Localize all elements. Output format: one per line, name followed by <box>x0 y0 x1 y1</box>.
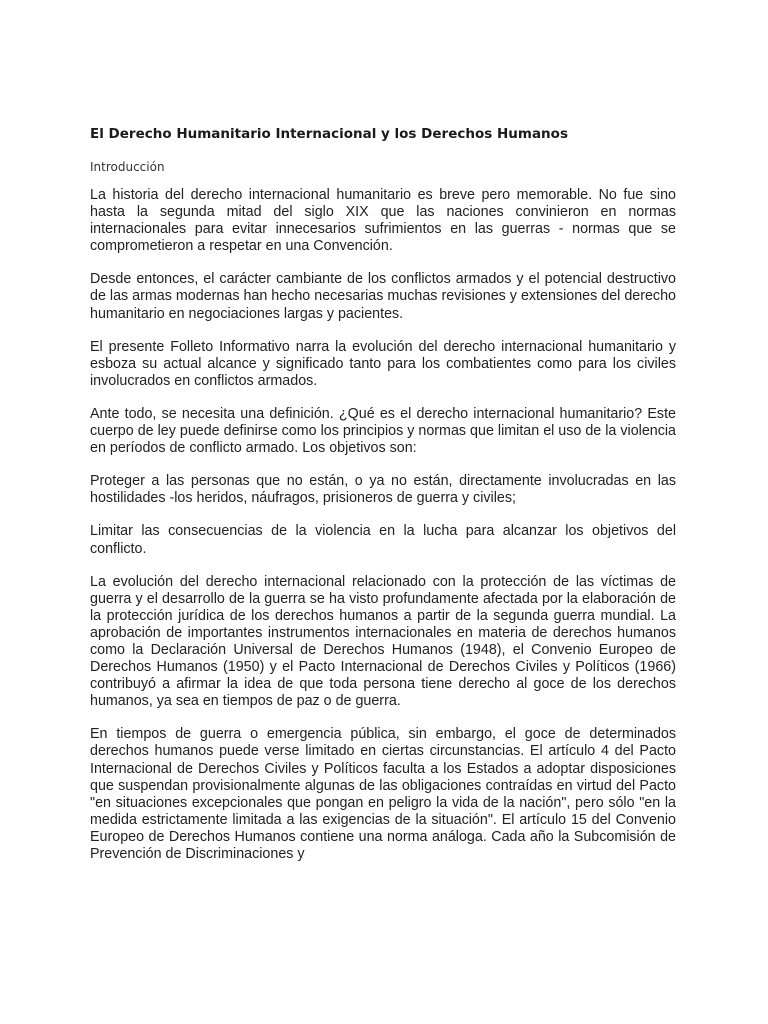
paragraph-definition: Ante todo, se necesita una definición. ¿Qué es el derecho internacional humanitario? Este cuerpo de ley puede definirse como los principios y normas que limitan el uso de la violencia en períodos de conflicto armado. Los objetivos son: <box>90 405 676 457</box>
document-page <box>90 125 676 879</box>
paragraph-objective-protect: Proteger a las personas que no están, o ya no están, directamente involucradas en las hostilidades -los heridos, náufragos, prisioneros de guerra y civiles; <box>90 473 676 507</box>
paragraph-objective-limit: Limitar las consecuencias de la violencia en la lucha para alcanzar los objetivos del conflicto. <box>90 523 676 557</box>
paragraph-folleto: El presente Folleto Informativo narra la evolución del derecho internacional humanitario y esboza su actual alcance y significado tanto para los combatientes como para los civiles involucrados en conflictos armados. <box>90 338 676 389</box>
paragraph-human-rights: La evolución del derecho internacional relacionado con la protección de las víctimas de guerra y el desarrollo de la guerra se ha visto profundamente afectada por la elaboración de la protección jurídica de los derechos humanos a partir de la segunda guerra mundial. La aprobación de importantes instrumentos internacionales en materia de derechos humanos como la Declaración Universal de Derechos Humanos (1948), el Convenio Europeo de Derechos Humanos (1950) y el Pacto Internacional de Derechos Civiles y Políticos (1966) contribuyó a afirmar la idea de que toda persona tiene derecho al goce de los derechos humanos, ya sea en tiempos de paz o de guerra. <box>90 573 676 710</box>
document-title: El Derecho Humanitario Internacional y los Derechos Humanos <box>90 126 568 142</box>
paragraph-history: La historia del derecho internacional humanitario es breve pero memorable. No fue sino hasta la segunda mitad del siglo XIX que las naciones convinieron en normas internacionales para evitar innecesarios sufrimientos en las guerras - normas que se comprometieron a respetar en una Convención. <box>90 187 676 255</box>
paragraph-emergency: En tiempos de guerra o emergencia pública, sin embargo, el goce de determinados derechos humanos puede verse limitado en ciertas circunstancias. El artículo 4 del Pacto Internacional de Derechos Civiles y Políticos faculta a los Estados a adoptar disposiciones que suspendan provisionalmente algunas de las obligaciones contraídas en virtud del Pacto "en situaciones excepcionales que pongan en peligro la vida de la nación", pero sólo "en la medida estrictamente limitada a las exigencias de la situación". El artículo 15 del Convenio Europeo de Derechos Humanos contiene una norma análoga. Cada año la Subcomisión de Prevención de Discriminaciones y <box>90 726 676 862</box>
section-heading: Introducción <box>90 160 165 174</box>
paragraph-evolution: Desde entonces, el carácter cambiante de los conflictos armados y el potencial destructivo de las armas modernas han hecho necesarias muchas revisiones y extensiones del derecho humanitario en negociaciones largas y pacientes. <box>90 271 676 322</box>
